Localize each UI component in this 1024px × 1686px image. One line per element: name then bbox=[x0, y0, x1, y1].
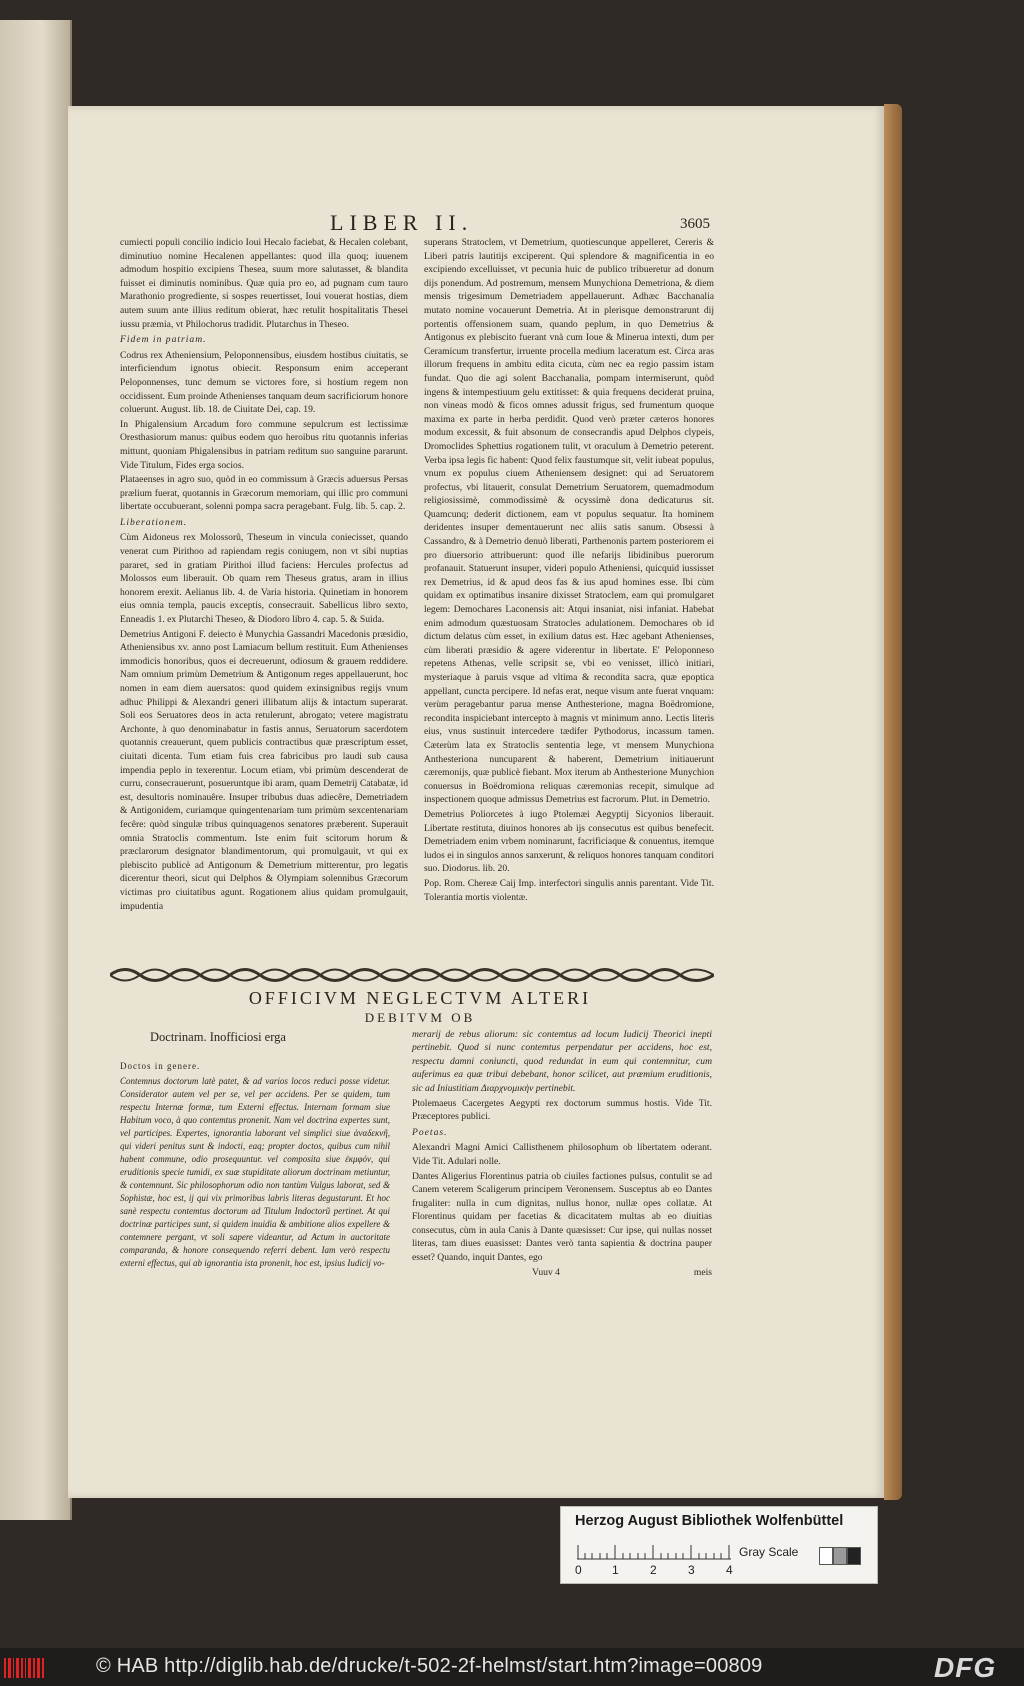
gray-swatch bbox=[847, 1547, 861, 1565]
footer-bar bbox=[0, 1648, 1024, 1686]
ornament-band bbox=[110, 964, 714, 986]
gray-scale-label: Gray Scale bbox=[739, 1545, 799, 1559]
paragraph: Contemnus doctorum latè patet, & ad varios locos reduci posse videtur. Considerator autem vel per se, vel per accidens. Per se quidem, tum respectu Internæ formæ, tum Externi effectus. Internam formam siue Habitum voco, à quo contemtus pronenit. Nam vel doctrina expertes sunt, vel participes. Expertes, ignorantia laborant vel simplici siue ἀναδεκνῆ, qui videri penitus sunt & indocti, eaq; propter doctos, quibus cum nihil habent commune, odio prosequuntur. vel composita siue ἐκμφόν, qui eruditionis specie tumidi, ex suæ stupiditate aliorum doctrinam metiuntur, & contemnunt. Sic philosophorum odio non tantùm Vulgus laborat, sed & Sophistæ, hoc est, ij qui vix primoribus labris literas degustarunt. Et hoc sanè respectu contemtus doctorum ad Titulum Indoctorũ pertinet. At qui doctrinæ participes sunt, si quidem inuidia & ambitione alios expellere & contemnere pergant, vt soli sapere videantur, ad Actum in auctoritate comparanda, & honore consequendo referri debent. Iam verò respectu externi effectus, qui ab ignorantia ista pronenit, hoc est, ipsius Iudicij vo- bbox=[120, 1076, 390, 1268]
paragraph: Alexandri Magni Amici Callisthenem philosophum ob libertatem oderant. Vide Tit. Adulari nolle. bbox=[412, 1142, 712, 1167]
scale-number: 2 bbox=[650, 1563, 657, 1577]
gray-swatch bbox=[819, 1547, 833, 1565]
scale-number: 1 bbox=[612, 1563, 619, 1577]
paragraph: merarij de rebus aliorum: sic contemtus ad locum Iudicij Theorici inepti pertinebit. Quod si nunc contemtus perpendatur per accidens, hoc est, respectu damni coniuncti, quod redundat in eum qui contemnitur, cum auferimus ea quæ tribui debebant, honor scilicet, aut præmium eruditionis, sic ad Iniustitiam Διαρχνομικὴν pertinebit. bbox=[412, 1029, 712, 1094]
section-subtitle: DEBITVM OB bbox=[364, 1010, 476, 1025]
gray-swatch bbox=[833, 1547, 847, 1565]
text-column-left bbox=[120, 236, 408, 914]
library-name: Herzog August Bibliothek Wolfenbüttel bbox=[575, 1513, 844, 1529]
catchword: meis bbox=[693, 1266, 712, 1278]
page-edge bbox=[884, 104, 902, 1500]
paragraph: cumiecti populi concilio indicio Ioui Hecalo faciebat, & Hecalen colebant, diminutiuo nomine Hecalenen appellantes: quod illa quoq; iuuenem admodum hospitio excipiens Thesea, suum more salutasset, & blandita fuisset ei diminutis nominibus. Quæ quia pro eo, ad pugnam cum tauro Marathonio progrediente, si sospes reuertisset, Ioui vouerat hostias, diem autem suum ante illius reditum obierat, hæc retulit hospitalitatis Thesei iussu præmia, vt Philochorus tradidit. Plutarchus in Theseo. bbox=[120, 237, 408, 330]
library-scale-card bbox=[560, 1506, 878, 1584]
paragraph: Cùm Aidoneus rex Molossorũ, Theseum in vincula coniecisset, quando venerat cum Pirithoo ad rapiendam regis coniugem, non vt sibi nuptias pararet, sed in gratiam Pirithoi illud faciens: Hercules profectus ad Molossos eum liberauit. Ob quam rem Theseus gratus, aram in illius honorem erexit. Aelianus lib. 4. de Varia historia. Quinetiam in honorem eius omnia templa, paucis exceptis, consecrauit. Sabellicus libro sexto, Enneadis 1. ex Plutarchi Theseo, & Diodoro libro 4. cap. 5. & Suida. bbox=[120, 532, 408, 626]
signature-mark: Vuuv 4 bbox=[532, 1266, 560, 1278]
scale-number: 4 bbox=[726, 1563, 733, 1577]
paragraph: superans Stratoclem, vt Demetrium, quotiescunque appelleret, Cereris & Liberi patris lautitijs exciperent. Qui splendore & magnificentia in eo excipiendo excelluisset, vt pecunia huic de publico tribueretur ad donum dijs ponendum. Ad postremum, mensem Munychiona Demetriona, & diem mensis trigesimum Demetriadem appellauerunt. Adhæc Bacchanalia mutato nomine vocauerunt Demetria. At in plerisque demonstrarunt dij portentis offensionem suam, quando peplum, in quo Demetrius & Antigonus ex plebiscito fuerant vnà cum Ioue & Minerua intexti, dum per Ceramicum transfertur, irruente procella medium laceratum est. Circa aras illorum frequens in ambitu edita cicuta, cùm nec ea regio passim istam fundat. Quo die agi solent Bacchanalia, pompam intermiserunt, quòd ingens & intempestiuum gelu extitisset: & quia frequens deciderat pruina, non vineas modò & ficos omnes adussit frigus, sed frumentum quoque maxima ex parte in herba perdidit. Quod verò præter cæteros honores modum excessit, & fuit absonum de consecrandis apud Delphos clypeis, Dromoclides Sphettius rogationem tulit, vt oraculum à Demetrio peterent. Verba ipsa legis fic habent: Quod felix faustumque sit, velit iubeat populus, vnum ex populus ciuem Atheniensem designet: qui ad Seruatorem profectus, vbi litauerit, consulat Demetrium Seruatorem, quemadmodum religiosissimè, commodissimè & ocyssimè dona dedicaturus sit. Quamcunq; dederit dictionem, eam vt populus sequatur. Ita hominem deridentes insuper dementauerunt nec aliis satis sanum. Obsessi à Cassandro, & à Demetrio denuò liberati, Parthenonis partem posteriorem ei pro diuersorio attribuerunt: quod ille nefarijs libidinibus puerorum profanauit. Statuerunt insuper, videri populo Atheniensi, quicquid iussisset rex Demetrius, id & apud deos fas & ius apud homines esse. Ibi cùm quidam ex optimatibus insanire dixisset Stratoclem, eam qui promulgaret legem: Demochares Laconensis ait: Atqui insaniat, nisi infaniat. Habebat enim admodum quæstuosam Stratocles adulationem. Demochares ob id dictum delatus cùm esset, in exilium datus est. Hæc agebant Athenienses, cùm liberati præsidio & agere viderentur in libertate. E' Peloponneso repetens Athenas, velle scripsit se, vbi eo venisset, illicò initiari, mysteriaque à paruis vsque ad vltima & recondita sacra, quæ epoptica appellant, cuncta percipere. Id nefas erat, neque visum ante fuerat vnquam: verùm peragebantur parua mense Anthesterione, magna Boëdromione, recondita inspiciebant intercepto à magnis vt minimum anno. Lectis literis eius, vnus sustinuit intercedere tædifer Pythodorus, incassum tamen. Cæterùm lata ex Stratoclis sententia lege, vt mensem Munychiona Anthesteriona nuncuparent & haberent, Demetrium initiauerunt cæremonijs, quæ publicè fiebant. Mox iterum ab Anthesterione Munychion conuersus in Boëdromiona reliquas cæremonias recepit, simulque ad inspectionem quoque admissus Demetrius est facrorum. Plut. in Demetrio. bbox=[424, 237, 714, 806]
paragraph: Ptolemaeus Cacergetes Aegypti rex doctorum summus hostis. Vide Tit. Præceptores publici. bbox=[412, 1098, 712, 1123]
running-head: LIBER II. bbox=[330, 210, 474, 235]
paragraph: Dantes Aligerius Florentinus patria ob ciuiles factiones pulsus, contulit se ad Canem veterem Scaligerum principem Veronensem. Susceptus ab eo Dantes frugaliter: nulla in cum dignitas, nullus honor, nullæ opes collatæ. At Florentinus quidam per facetias & dicacitatem multas ab eo diuitias consecutus, cùm in aula Canis à Dante quæsisset: Cur ipse, qui nullas nosset literas, tam diues euasisset: Dantes verò tanta sapientia & doctrina pauper esset? Quando, inquit Dantes, ego bbox=[412, 1171, 712, 1263]
text-column-lower-right bbox=[412, 1028, 712, 1281]
source-url[interactable]: © HAB http://diglib.hab.de/drucke/t-502-2f-helmst/start.htm?image=00809 bbox=[96, 1655, 763, 1677]
subheading: Fidem in patriam. bbox=[120, 334, 207, 346]
barcode-icon bbox=[4, 1658, 44, 1678]
subheading: Poetas. bbox=[412, 1126, 448, 1138]
section-heading: Doctrinam. Inofficiosi erga bbox=[150, 1030, 286, 1044]
paragraph: Plataeenses in agro suo, quòd in eo commissum à Græcis aduersus Persas prælium fuerat, quotannis in Græcorum memoriam, qui illic pro communi libertate occubuerant, solenni pompa sacra peragebant. Fulg. lib. 5. cap. 2. bbox=[120, 474, 408, 513]
paragraph: In Phigalensium Arcadum foro commune sepulcrum est lectissimæ Oresthasiorum manus: quibus eodem quo heroibus ritu quotannis inferias mittunt, quoniam Phigalensibus in patriam reditum suo sanguine pararunt. Vide Titulum, Fides erga socios. bbox=[120, 418, 408, 471]
subheading: Liberationem. bbox=[120, 516, 188, 528]
text-column-right bbox=[424, 236, 714, 905]
paragraph: Demetrius Poliorcetes à iugo Ptolemæi Aegyptij Sicyonios liberauit. Libertate restituta, diuinos honores ab ijs consecutus est quibus benefecit. Demetriadem enim vrbem nominarunt, facrificiaque & conuentus, itemque ludos ei in singulos annos sanxerunt, & reliquos honores tanquam conditori suo. Diodorus. lib. 20. bbox=[424, 808, 714, 875]
ruler-scale bbox=[577, 1541, 731, 1561]
paragraph: Pop. Rom. Chereæ Caij Imp. interfectori singulis annis parentant. Vide Tit. Tolerantia mortis violentæ. bbox=[424, 877, 714, 903]
subheading: Doctos in genere. bbox=[120, 1061, 201, 1071]
page-number: 3605 bbox=[680, 216, 710, 232]
scale-number: 0 bbox=[575, 1563, 582, 1577]
dfg-logo: DFG bbox=[934, 1652, 997, 1683]
paragraph: Demetrius Antigoni F. deiecto è Munychia Gassandri Macedonis præsidio, Atheniensibus xv. anno post Lamiacum bellum restituit. Eum Athenienses immodicis honoribus, quos ei decreuerunt, odiosum & grauem reddidere. Nam omnium primùm Demetrium & Antigonum reges appellauerunt, hoc nomen in eam diem auersatos: quod quidem exinsignibus regijs vnum adhuc Philippi & Alexandri generi illibatum alijs & intactum superarat. Soli eos Seruatores deos in acta retulerunt, abrogato; vetere magistratu Archonte, à quo denominabatur in fastis annus, Seruatorum sacerdotem quotannis creauerunt, quem publicis contractibus quæ præscriptum esset, ciuitati dicenta. Tum etiam fuis crea fabricibus pro laudi sub causa impendia peplo in texerentur. Locum etiam, vbi primùm descenderat de curru, consecrauerunt, posueruntque ibi aram, quam Demetrij Catabatæ, id est, desultoris nominauêre. Insuper tribubus duas adiecêre, Demetriadem & Antigonidem, curiamque quingentenariam tum primùm sexcentenariam fecêre: quòd singulæ tribus quinquagenos senatores præberent. Superauit omnia Stratoclis commentum. Iste enim fuit scitorum horum & præclarorum designator blandimentorum, qui promulgauit, vt qui ex plebiscito publicè ad Antigonum & Demetrium mitterentur, pro legatis dicerentur theori, sicut qui Delphos & Olympiam solennibus Græcorum victimas pro ciuitatibus agunt. Rogationem alius quidam promulgauit, impudentia bbox=[120, 628, 408, 912]
facing-page-edge bbox=[0, 20, 72, 1520]
paragraph: Codrus rex Atheniensium, Peloponnensibus, eiusdem hostibus ciuitatis, se interficiendum ignotus obiecit. Responsum enim acceperant Peloponnenses, tunc demum se victores fore, si hostium regem non occidissent. Eum proinde Athenienses tanquam deum sacrificiorum honore coluerunt. August. lib. 18. de Ciuitate Dei, cap. 19. bbox=[120, 349, 408, 416]
text-column-lower-left bbox=[120, 1060, 390, 1270]
section-title: OFFICIVM NEGLECTVM ALTERI bbox=[248, 988, 592, 1008]
scale-number: 3 bbox=[688, 1563, 695, 1577]
